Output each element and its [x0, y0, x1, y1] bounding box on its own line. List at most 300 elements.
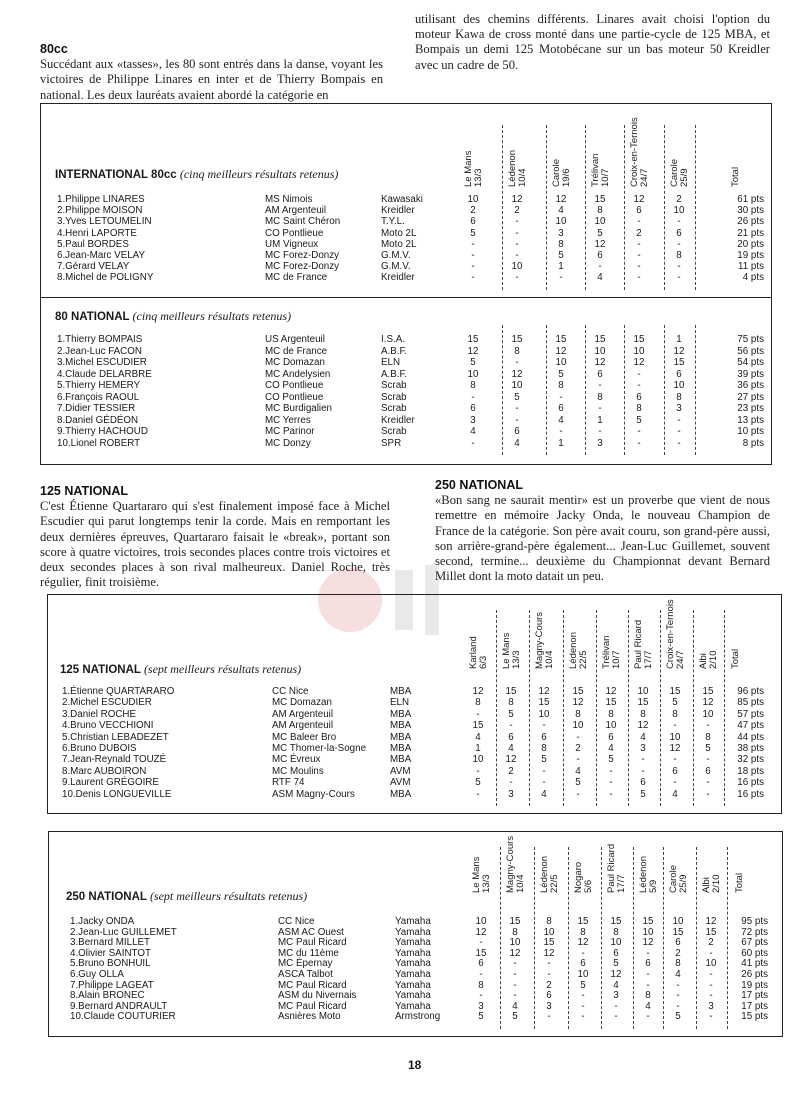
column-header: [574, 862, 594, 893]
table-cell-score: 4: [672, 788, 678, 800]
table-cell-score: 15: [511, 334, 523, 345]
table-cell-score: 5: [478, 1011, 484, 1023]
table-cell-total: 44 pts: [737, 731, 764, 743]
table-row-club: MC Thomer-la-Sogne: [272, 743, 367, 754]
page-number: 18: [408, 1058, 422, 1072]
column-header: [735, 873, 745, 893]
table-cell-score: -: [677, 238, 681, 250]
column-header: [630, 117, 650, 187]
column-divider: [534, 847, 535, 1029]
table-row-moto: MBA: [390, 686, 412, 697]
table-cell-total: 20 pts: [737, 238, 764, 250]
table-cell-score: -: [581, 1011, 585, 1023]
table-row-rider: 3.Daniel ROCHE: [62, 708, 137, 720]
table-cell-score: -: [513, 990, 517, 1002]
table-cell-score: -: [547, 969, 551, 980]
table-cell-score: -: [709, 1011, 713, 1023]
table-cell-score: 4: [597, 272, 603, 284]
table-title: [55, 309, 291, 324]
table-row-club: MC Forez-Donzy: [265, 261, 340, 273]
column-divider: [585, 125, 586, 290]
table-row-moto: Yamaha: [395, 1000, 431, 1012]
table-row-club: AM Argenteuil: [265, 205, 326, 217]
table-row-club: RTF 74: [272, 777, 305, 789]
table-cell-score: 8: [645, 990, 651, 1002]
table-cell-score: 5: [470, 227, 476, 239]
table-cell-score: 2: [636, 227, 642, 239]
table-cell-score: -: [706, 720, 710, 732]
table-cell-score: 12: [702, 697, 714, 709]
table-cell-score: -: [637, 437, 641, 449]
table-row-club: MC Burdigalien: [265, 403, 332, 414]
table-cell-score: -: [709, 969, 713, 980]
table-cell-score: 10: [637, 686, 649, 697]
table-cell-score: 10: [467, 194, 479, 205]
table-row-rider: 8.Daniel GÉDÉON: [57, 414, 139, 426]
table-cell-score: 5: [512, 1011, 518, 1023]
table-row-rider: 4.Claude DELARBRE: [57, 368, 152, 380]
table-cell-total: 13 pts: [737, 414, 764, 426]
table-row-rider: 2.Philippe MOISON: [57, 205, 143, 217]
table-cell-score: 8: [636, 403, 642, 414]
table-row-rider: 1.Étienne QUARTARARO: [62, 686, 175, 697]
table-title: [60, 662, 301, 677]
table-title-subtitle: (cinq meilleurs résultats retenus): [132, 309, 292, 323]
table-cell-total: 75 pts: [737, 334, 764, 345]
table-row-moto: AVM: [390, 777, 411, 789]
column-header-date: 5/9: [648, 879, 659, 893]
table-row-moto: Yamaha: [395, 926, 431, 938]
column-header-venue: Le Mans: [463, 150, 474, 187]
table-cell-score: 15: [543, 937, 555, 949]
table-cell-score: 4: [608, 743, 614, 754]
table-cell-score: 6: [640, 777, 646, 789]
table-cell-score: 12: [610, 969, 622, 980]
table-cell-score: -: [542, 765, 546, 777]
table-cell-score: -: [598, 261, 602, 273]
table-cell-score: 5: [558, 250, 564, 261]
table-cell-score: 10: [642, 926, 654, 938]
table-cell-score: 8: [580, 926, 586, 938]
table-cell-score: 3: [708, 1000, 714, 1012]
table-cell-score: 5: [514, 391, 520, 403]
table-row-club: MC Saint Chéron: [265, 216, 341, 228]
table-cell-score: -: [676, 1000, 680, 1012]
table-row-moto: G.M.V.: [381, 261, 411, 273]
column-divider: [633, 847, 634, 1029]
table-cell-score: -: [515, 250, 519, 261]
table-cell-score: 10: [702, 708, 714, 720]
table-cell-score: 10: [472, 754, 484, 766]
table-cell-score: 6: [508, 731, 514, 743]
table-cell-total: 15 pts: [741, 1011, 768, 1023]
table-cell-score: 12: [509, 947, 521, 959]
table-cell-score: 8: [675, 958, 681, 970]
table-cell-score: 15: [555, 334, 567, 345]
table-row-moto: MBA: [390, 743, 412, 754]
column-header-venue: Lédenon: [507, 150, 518, 187]
table-cell-score: 5: [580, 979, 586, 991]
table-row-moto: Yamaha: [395, 947, 431, 959]
table-cell-score: 3: [546, 1000, 552, 1012]
table-cell-total: 72 pts: [741, 926, 768, 938]
table-row-club: MC Paul Ricard: [278, 937, 347, 949]
table-cell-score: -: [709, 947, 713, 959]
table-cell-score: 5: [508, 708, 514, 720]
table-row-moto: Yamaha: [395, 937, 431, 949]
table-title-subtitle: (cinq meilleurs résultats retenus): [179, 167, 339, 181]
column-divider: [500, 847, 501, 1029]
table-cell-score: 8: [608, 708, 614, 720]
table-cell-score: 15: [572, 686, 584, 697]
table-cell-score: 1: [597, 414, 603, 426]
table-row-moto: Yamaha: [395, 979, 431, 991]
table-row-moto: MBA: [390, 731, 412, 743]
table-row-rider: 1.Philippe LINARES: [57, 194, 145, 205]
column-divider: [502, 325, 503, 455]
table-row-moto: AVM: [390, 765, 411, 777]
table-cell-score: -: [637, 380, 641, 391]
table-cell-score: 12: [475, 926, 487, 938]
table-row-rider: 9.Bernard ANDRAULT: [70, 1000, 168, 1012]
table-cell-score: 4: [508, 743, 514, 754]
table-cell-score: -: [559, 391, 563, 403]
column-divider: [568, 847, 569, 1029]
column-header-venue: Le Mans: [501, 632, 512, 669]
table-cell-score: 5: [608, 754, 614, 766]
table-cell-score: 8: [597, 205, 603, 217]
table-row-club: MS Nimois: [265, 194, 313, 205]
table-cell-score: 5: [613, 958, 619, 970]
table-cell-score: 8: [558, 380, 564, 391]
table-cell-total: 56 pts: [737, 345, 764, 357]
column-header-venue: Albi: [698, 653, 709, 669]
table-cell-score: 8: [475, 697, 481, 709]
table-cell-score: 12: [555, 194, 567, 205]
text-125-national: C'est Étienne Quartararo qui s'est finalement imposé face à Michel Escudier qui parut longtemps tenir la corde. Mais en remportant les deux dernières épreuves, Quartararo faisait le «break», portant son score à quatre victoires, trois secondes places contre trois victoires et deux secondes places à son rival malheureux. Daniel Roche, très régulier, finit troisième.: [40, 499, 390, 590]
table-cell-score: -: [637, 238, 641, 250]
table-cell-score: 12: [511, 368, 523, 380]
table-row-club: MC Domazan: [272, 697, 332, 709]
table-cell-score: -: [471, 272, 475, 284]
table-cell-score: 4: [613, 979, 619, 991]
column-header-venue: Carole: [669, 159, 680, 187]
table-cell-total: 47 pts: [737, 720, 764, 732]
column-header-venue: Magny-Cours: [534, 611, 545, 669]
table-row-moto: Scrab: [381, 426, 407, 437]
table-cell-score: 10: [467, 368, 479, 380]
table-row-club: MC Domazan: [265, 357, 325, 368]
column-header-date: 19/6: [561, 168, 572, 187]
table-cell-score: -: [515, 216, 519, 228]
table-row-club: MC Forez-Donzy: [265, 250, 340, 261]
table-row-moto: G.M.V.: [381, 250, 411, 261]
table-cell-score: 6: [645, 958, 651, 970]
column-header-date: 13/3: [481, 874, 492, 893]
table-cell-score: 4: [470, 426, 476, 437]
column-header: [508, 150, 528, 187]
column-header-date: 2/10: [708, 650, 719, 669]
table-cell-score: -: [637, 250, 641, 261]
table-cell-score: -: [547, 1011, 551, 1023]
table-cell-score: -: [609, 788, 613, 800]
table-cell-score: 2: [508, 765, 514, 777]
table-cell-score: 6: [613, 947, 619, 959]
table-row-rider: 7.Didier TESSIER: [57, 403, 136, 414]
table-cell-score: 15: [594, 194, 606, 205]
table-cell-score: 10: [555, 357, 567, 368]
table-row-club: ASCA Talbot: [278, 969, 333, 980]
table-cell-score: 4: [541, 788, 547, 800]
column-divider: [563, 610, 564, 806]
intro-80cc-text: Succédant aux «tasses», les 80 sont entrés dans la danse, voyant les victoires de Philippe Linares en inter et de Thierry Bompais en national. Les deux lauréats avaient abordé la catégorie en: [40, 57, 383, 102]
table-cell-score: -: [476, 708, 480, 720]
table-cell-score: 6: [608, 731, 614, 743]
column-divider: [664, 125, 665, 290]
table-title-text: INTERNATIONAL 80cc: [55, 169, 177, 181]
table-cell-score: -: [609, 765, 613, 777]
table-cell-score: 8: [597, 391, 603, 403]
table-row-rider: 10.Lionel ROBERT: [57, 437, 141, 449]
table-cell-score: 15: [538, 697, 550, 709]
table-cell-score: -: [614, 1011, 618, 1023]
column-header-date: 6/3: [478, 655, 489, 669]
table-cell-score: 8: [676, 391, 682, 403]
table-cell-score: -: [673, 777, 677, 789]
table-cell-score: 4: [575, 765, 581, 777]
table-cell-score: -: [515, 238, 519, 250]
table-cell-score: -: [598, 380, 602, 391]
table-cell-score: 6: [675, 937, 681, 949]
table-row-club: ASM Magny-Cours: [272, 788, 355, 800]
table-cell-score: 6: [541, 731, 547, 743]
table-row-club: AM Argenteuil: [272, 708, 333, 720]
text-250-national: «Bon sang ne saurait mentir» est un proverbe que vient de nous remettre en mémoire Jacky Onda, le nouveau Champion de France de la catégorie. Son père avait couru, son grand-père aussi, son arrière-grand-père également... Jean-Luc Guillemet, souvent second, termine... deuxième du Championnat devant Bernard Millet dont la moto datait un peu.: [435, 493, 770, 584]
table-cell-total: 17 pts: [741, 990, 768, 1002]
column-header-venue: Albi: [701, 877, 712, 893]
column-header-date: 17/7: [643, 650, 654, 669]
table-cell-total: 18 pts: [737, 765, 764, 777]
table-cell-score: -: [673, 754, 677, 766]
table-cell-score: -: [637, 368, 641, 380]
table-cell-score: -: [676, 979, 680, 991]
table-cell-score: 10: [673, 205, 685, 217]
table-cell-score: -: [476, 765, 480, 777]
table-row-club: CO Pontlieue: [265, 227, 324, 239]
table-cell-score: -: [471, 250, 475, 261]
column-header-date: 25/9: [679, 168, 690, 187]
table-row-rider: 4.Bruno VECCHIONI: [62, 720, 154, 732]
table-cell-total: 57 pts: [737, 708, 764, 720]
table-row-moto: MBA: [390, 788, 412, 800]
column-header: [699, 651, 719, 670]
table-row-rider: 6.Bruno DUBOIS: [62, 743, 137, 754]
table-row-club: MC Baleer Bro: [272, 731, 337, 743]
table-cell-total: 17 pts: [741, 1000, 768, 1012]
column-divider: [660, 610, 661, 806]
column-header-venue: Lédenon: [638, 856, 649, 893]
table-cell-score: -: [542, 720, 546, 732]
table-cell-total: 60 pts: [741, 947, 768, 959]
column-divider: [502, 125, 503, 290]
column-header: [670, 159, 690, 187]
table-cell-score: 15: [637, 697, 649, 709]
table-cell-score: 15: [673, 357, 685, 368]
table-cell-score: 12: [572, 697, 584, 709]
column-header-venue: Le Mans: [471, 856, 482, 893]
table-cell-score: 2: [675, 947, 681, 959]
table-cell-score: -: [637, 216, 641, 228]
column-header-venue: Paul Ricard: [606, 843, 617, 893]
column-header-date: 13/3: [511, 650, 522, 669]
table-cell-score: 4: [640, 731, 646, 743]
table-cell-total: 19 pts: [741, 979, 768, 991]
table-cell-score: 5: [470, 357, 476, 368]
table-row-rider: 6.François RAOUL: [57, 391, 140, 403]
table-cell-score: 3: [676, 403, 682, 414]
table-cell-score: 15: [669, 686, 681, 697]
column-header-venue: Lédenon: [568, 632, 579, 669]
column-header-venue: Trélivan: [590, 153, 601, 187]
table-cell-score: 8: [514, 345, 520, 357]
column-header-date: 10/4: [544, 650, 555, 669]
table-cell-score: -: [646, 979, 650, 991]
table-cell-score: 3: [597, 437, 603, 449]
table-row-rider: 3.Michel ESCUDIER: [57, 357, 147, 368]
table-cell-score: -: [513, 979, 517, 991]
table-cell-score: 5: [636, 414, 642, 426]
table-cell-score: 3: [508, 788, 514, 800]
table-cell-score: 10: [673, 380, 685, 391]
table-cell-score: 6: [676, 227, 682, 239]
table-row-moto: MBA: [390, 720, 412, 732]
column-header: [639, 856, 659, 893]
table-cell-total: 16 pts: [737, 777, 764, 789]
table-cell-score: 5: [597, 227, 603, 239]
table-cell-score: 4: [558, 205, 564, 217]
table-row-moto: Scrab: [381, 380, 407, 391]
column-header-venue: Carole: [668, 865, 679, 893]
table-cell-score: 2: [514, 205, 520, 217]
table-title-subtitle: (sept meilleurs résultats retenus): [149, 889, 308, 903]
table-cell-total: 8 pts: [742, 437, 764, 449]
table-cell-score: 1: [475, 743, 481, 754]
table-cell-score: 8: [512, 926, 518, 938]
table-cell-score: 15: [594, 334, 606, 345]
table-row-moto: SPR: [381, 437, 402, 449]
table-row-club: CC Nice: [272, 686, 309, 697]
table-cell-score: -: [559, 272, 563, 284]
section-title-250-national: 250 NATIONAL: [435, 478, 523, 492]
table-cell-score: 5: [675, 1011, 681, 1023]
table-title-subtitle: (sept meilleurs résultats retenus): [143, 662, 302, 676]
table-cell-score: 8: [575, 708, 581, 720]
table-cell-score: -: [646, 1011, 650, 1023]
table-row-moto: Moto 2L: [381, 227, 417, 239]
table-cell-score: 12: [637, 720, 649, 732]
table-cell-score: 10: [672, 916, 684, 927]
table-row-rider: 5.Christian LEBADEZET: [62, 731, 169, 743]
table-cell-score: -: [515, 403, 519, 414]
table-row-rider: 9.Thierry HACHOUD: [57, 426, 148, 437]
table-cell-score: 5: [541, 754, 547, 766]
table-row-moto: Yamaha: [395, 916, 431, 927]
table-cell-score: -: [479, 937, 483, 949]
table-row-rider: 1.Thierry BOMPAIS: [57, 334, 143, 345]
table-cell-total: 36 pts: [737, 380, 764, 391]
table-cell-score: -: [637, 272, 641, 284]
table-row-rider: 8.Alain BRONEC: [70, 990, 145, 1002]
table-cell-total: 54 pts: [737, 357, 764, 368]
column-header-venue: Lédenon: [539, 856, 550, 893]
table-cell-score: 5: [640, 788, 646, 800]
column-header: [502, 633, 522, 669]
table-row-rider: 10.Denis LONGUEVILLE: [62, 788, 172, 800]
table-cell-score: -: [513, 958, 517, 970]
table-cell-score: 15: [472, 720, 484, 732]
table-cell-score: 5: [705, 743, 711, 754]
table-row-club: ASM AC Ouest: [278, 926, 344, 938]
table-cell-score: 10: [669, 731, 681, 743]
column-header: [472, 857, 492, 893]
table-title: [66, 889, 307, 904]
table-row-rider: 10.Claude COUTURIER: [70, 1011, 176, 1023]
table-cell-score: 2: [470, 205, 476, 217]
table-cell-score: 4: [645, 1000, 651, 1012]
table-row-moto: Yamaha: [395, 958, 431, 970]
table-row-club: CO Pontlieue: [265, 380, 324, 391]
column-header: [569, 632, 589, 669]
table-cell-score: -: [677, 272, 681, 284]
table-cell-score: 1: [558, 261, 564, 273]
table-cell-score: -: [581, 947, 585, 959]
table-cell-score: 10: [509, 937, 521, 949]
table-row-moto: Scrab: [381, 403, 407, 414]
table-row-rider: 4.Henri LAPORTE: [57, 227, 137, 239]
table-cell-score: -: [641, 754, 645, 766]
table-row-moto: Yamaha: [395, 990, 431, 1002]
table-cell-score: -: [637, 426, 641, 437]
column-header-venue: Karland: [468, 636, 479, 669]
table-cell-score: -: [515, 272, 519, 284]
table-cell-total: 38 pts: [737, 743, 764, 754]
column-divider: [693, 610, 694, 806]
table-cell-score: -: [677, 261, 681, 273]
table-cell-score: -: [471, 261, 475, 273]
table-cell-score: -: [576, 788, 580, 800]
column-header: [607, 844, 627, 893]
column-divider: [601, 847, 602, 1029]
table-cell-score: 10: [594, 345, 606, 357]
table-cell-score: 8: [640, 708, 646, 720]
column-header-date: 13/3: [473, 168, 484, 187]
table-cell-total: 11 pts: [738, 261, 764, 273]
table-cell-score: 12: [472, 686, 484, 697]
column-header: [540, 856, 560, 893]
table-cell-score: 15: [505, 686, 517, 697]
column-divider: [696, 847, 697, 1029]
table-row-rider: 2.Jean-Luc GUILLEMET: [70, 926, 177, 938]
table-row-moto: A.B.F.: [381, 345, 408, 357]
column-header: [591, 154, 611, 187]
table-cell-score: 12: [633, 357, 645, 368]
table-cell-score: 3: [640, 743, 646, 754]
table-cell-score: 10: [633, 345, 645, 357]
table-cell-score: 10: [610, 937, 622, 949]
table-cell-score: 6: [597, 250, 603, 261]
table-cell-score: 15: [605, 697, 617, 709]
table-row-moto: Kreidler: [381, 272, 415, 284]
